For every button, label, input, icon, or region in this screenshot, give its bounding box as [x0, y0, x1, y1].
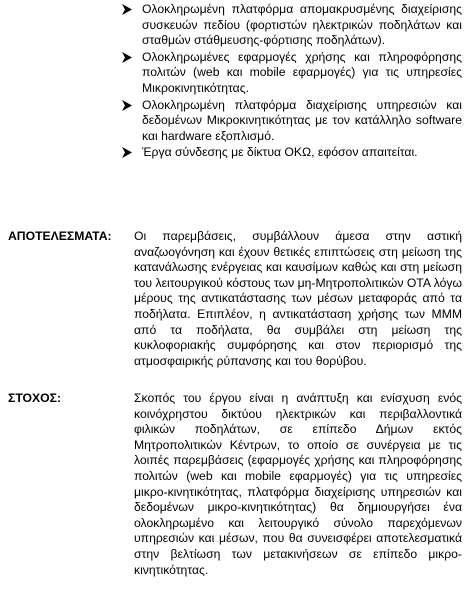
arrow-bullet-icon	[121, 52, 133, 63]
bullet-text: Ολοκληρωμένες εφαρμογές χρήσης και πληροφόρησης πολιτών (web και mobile εφαρμογές) για τις υπηρεσίες Μικροκινητικότητας.	[142, 49, 462, 95]
list-item	[120, 2, 462, 49]
bullet-text: Ολοκληρωμένη πλατφόρμα διαχείρισης υπηρεσιών και δεδομένων Μικροκινητικότητας με τον κατάλληλο software και hardware εξοπλισμό.	[142, 97, 462, 143]
goal-text: Σκοπός του έργου είναι η ανάπτυξη και ενίσχυση ενός κοινόχρηστου δικτύου ηλεκτρικών και περιβαλλοντικά φιλικών ποδηλάτων, σε επίπεδο Δήμων εκτός Μητροπολιτικών Κέντρων, το οποίο σε συνέργεια με τις λοιπές παρεμβάσεις (εφαρμογές χρήσης και πληροφόρησης πολιτών (web και mobile εφαρμογές) για τις υπηρεσίες μικρο-κινητικότητας, πλατφόρμα διαχείρισης υπηρεσιών και δεδομένων μικρο-κινητικότητας) θα δημιουργήσει ένα ολοκληρωμένο και λειτουργικό σύνολο παρεχόμενων υπηρεσιών και μέσων, που θα συνεισφέρει αποτελεσματικά στην βελτίωση των μετακινήσεων σε επίπεδο μικρο-κινητικότητας.	[134, 391, 462, 577]
results-text: Οι παρεμβάσεις, συμβάλλουν άμεσα στην αστική αναζωογόνηση και έχουν θετικές επιπτώσεις στη μείωση της κατανάλωσης ενέργειας και καυσίμων καθώς και στη μείωση του λειτουργικού κόστους των μη-Μητροπολιτικών ΟΤΑ λόγω μέρους της αντικατάστασης των μέσων μεταφοράς από τα ποδήλατα. Επιπλέον, η αντικατάσταση χρήσης των ΜΜΜ από τα ποδήλατα, θα συμβάλει στη μείωση της κυκλοφοριακής συμφόρησης και στον περιορισμό της ατμοσφαιρικής ρύπανσης και του θορύβου.	[134, 229, 462, 368]
list-item	[120, 50, 462, 97]
results-label: ΑΠΟΤΕΛΕΣΜΑΤΑ:	[8, 229, 112, 243]
list-item	[120, 98, 462, 145]
list-item	[120, 145, 462, 161]
arrow-bullet-icon	[121, 4, 133, 15]
bullet-text: Ολοκληρωμένη πλατφόρμα απομακρυσμένης διαχείρισης συσκευών πεδίου (φορτιστών ηλεκτρικών ποδηλάτων και σταθμών στάθμευσης-φόρτισης ποδηλάτων).	[142, 2, 462, 48]
bullet-text: Έργα σύνδεσης με δίκτυα ΟΚΩ, εφόσον απαιτείται.	[142, 145, 418, 160]
arrow-bullet-icon	[121, 147, 133, 158]
bullet-list	[120, 2, 462, 162]
arrow-bullet-icon	[121, 100, 133, 111]
goal-label: ΣΤΟΧΟΣ:	[8, 391, 61, 405]
